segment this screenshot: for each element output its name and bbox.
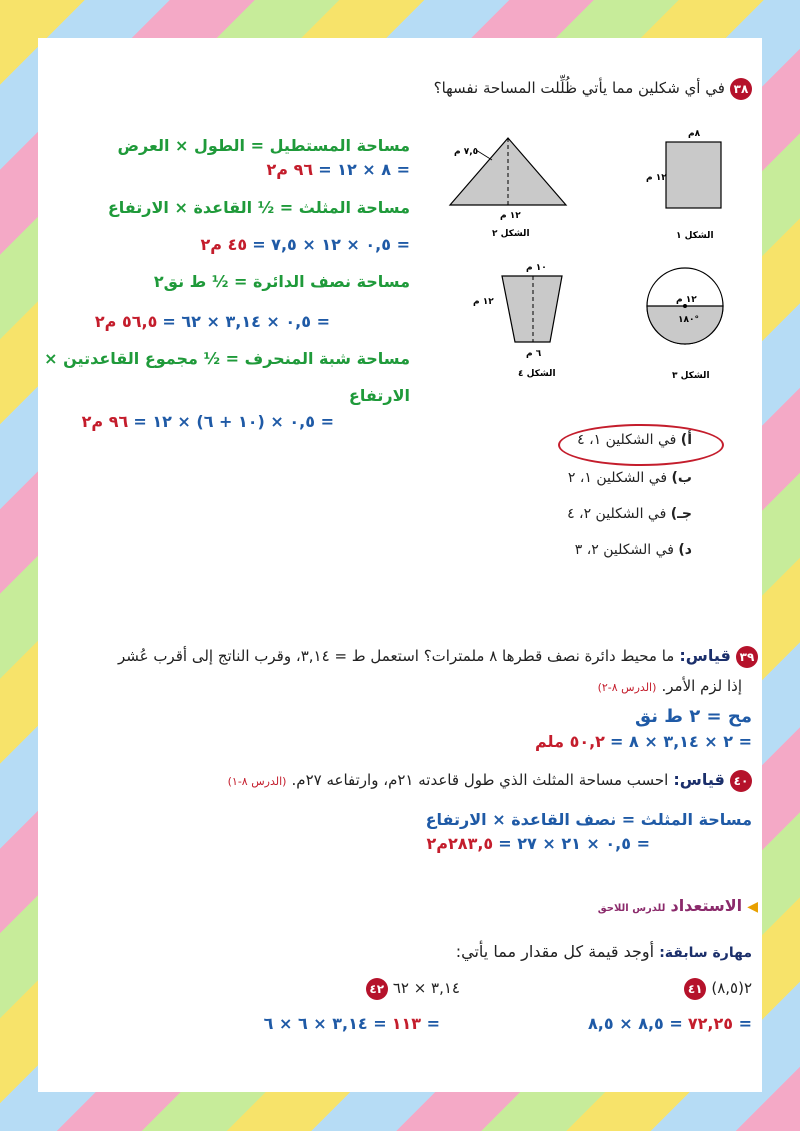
option-b[interactable]: ب) في الشكلين ١، ٢ — [567, 470, 692, 486]
figure-1-rectangle — [646, 129, 721, 241]
fig1-top-label: ٨م — [688, 129, 701, 139]
fig4-bottom-label: ٦ م — [526, 349, 542, 359]
option-a[interactable]: أ) في الشكلين ١، ٤ — [577, 432, 692, 448]
q42-expression: ٤٢ ٣,١٤ × ٦٢ — [366, 978, 460, 1000]
q41-answer: ٧٢,٢٥ = ٨,٥ × ٨,٥ = — [588, 1014, 752, 1033]
fig4-height-label: ١٢ م — [473, 297, 494, 307]
fig2-base-label: ١٢ م — [500, 211, 521, 221]
fig2-caption: الشكل ٢ — [492, 229, 530, 239]
fig3-caption: الشكل ٣ — [672, 371, 710, 381]
figure-3-semicircle — [647, 268, 723, 381]
rect-area-calc: = ٨ × ١٢ = ٩٦ م٢ — [266, 160, 410, 179]
triangle-area-calc: = ٠,٥ × ١٢ × ٧,٥ = ٤٥ م٢ — [200, 235, 410, 254]
semicircle-area-calc: = ٠,٥ × ٣,١٤ × ٦٢ = ٥٦,٥ م٢ — [94, 312, 330, 331]
trapezoid-area-formula: مساحة شبة المنحرف = ½ مجموع القاعدتين × — [44, 349, 410, 368]
option-d[interactable]: د) في الشكلين ٢، ٣ — [574, 542, 692, 558]
rect-area-formula: مساحة المستطيل = الطول × العرض — [117, 136, 410, 155]
trapezoid-area-calc: = ٠,٥ × (١٠ + ٦) × ١٢ = ٩٦ م٢ — [81, 412, 334, 431]
q39-answer-formula: مح = ٢ ط نق — [635, 706, 752, 727]
q42-answer: ١١٣ = ٣,١٤ × ٦ × ٦ = — [263, 1014, 440, 1033]
fig2-slant-label: ٧,٥ م — [454, 147, 479, 157]
option-c[interactable]: جـ) في الشكلين ٢، ٤ — [567, 506, 692, 522]
q41-expression: ٤١ (٨,٥)٢ — [684, 978, 752, 1000]
q39-question-cont: إذا لزم الأمر. (الدرس ٨-٢) — [597, 677, 742, 695]
fig4-top-label: ١٠ م — [526, 263, 547, 273]
readiness-header: ◀ الاستعداد للدرس اللاحق — [597, 896, 758, 915]
q40-answer-formula: مساحة المثلث = نصف القاعدة × الارتفاع — [425, 810, 752, 829]
fig1-side-label: ١٢ م — [646, 173, 667, 183]
triangle-area-formula: مساحة المثلث = ½ القاعدة × الارتفاع — [107, 198, 410, 217]
q39-question: ٣٩ قياس: ما محيط دائرة نصف قطرها ٨ ملمترات؟ استعمل ط = ٣,١٤، وقرب الناتج إلى أقرب عُشر — [118, 646, 758, 668]
fig1-caption: الشكل ١ — [676, 231, 714, 241]
triangle-marker-icon: ◀ — [747, 899, 758, 915]
semicircle-area-formula: مساحة نصف الدائرة = ½ ط نق٢ — [153, 272, 410, 291]
prior-skill: مهارة سابقة: أوجد قيمة كل مقدار مما يأتي: — [455, 942, 752, 961]
figure-4-trapezoid — [473, 263, 562, 379]
fig4-caption: الشكل ٤ — [518, 369, 556, 379]
q38-question: في أي شكلين مما يأتي ظُلِّلت المساحة نفسها؟ — [433, 79, 725, 97]
q39-answer-calc: = ٢ × ٣,١٤ × ٨ = ٥٠,٢ ملم — [535, 732, 752, 751]
fig3-angle-label: ١٨٠° — [678, 315, 699, 325]
figure-2-triangle — [450, 138, 566, 239]
trapezoid-area-formula-cont: الارتفاع — [348, 386, 410, 405]
q38-header — [434, 78, 752, 100]
figures-panel — [440, 120, 760, 390]
q38-number: ٣٨ — [730, 78, 752, 100]
q40-question: ٤٠ قياس: احسب مساحة المثلث الذي طول قاعدته ٢١م، وارتفاعه ٢٧م. (الدرس ٨-١) — [228, 770, 752, 792]
q40-answer-calc: = ٠,٥ × ٢١ × ٢٧ = ٢٨٣,٥م٢ — [426, 834, 650, 853]
fig3-radius-label: ١٢ م — [676, 295, 697, 305]
